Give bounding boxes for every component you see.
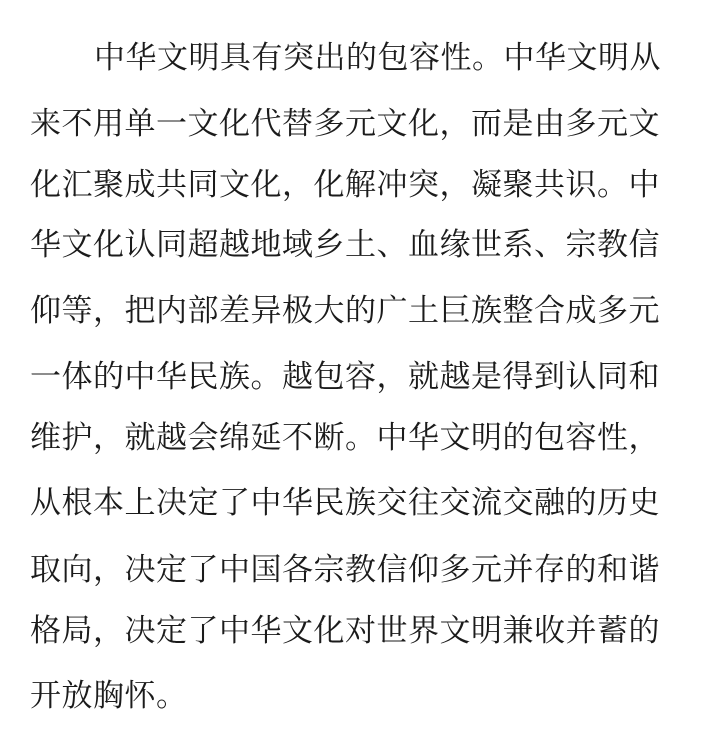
- paragraph-line-10: 格局，决定了中华文化对世界文明兼收并蓄的: [30, 613, 660, 649]
- paragraph-line-8: 从根本上决定了中华民族交往交流交融的历史: [30, 485, 660, 521]
- paragraph-line-6: 一体的中华民族。越包容，就越是得到认同和: [30, 359, 660, 395]
- paragraph-line-7: 维护，就越会绵延不断。中华文明的包容性，: [30, 420, 660, 456]
- paragraph-line-5: 仰等，把内部差异极大的广土巨族整合成多元: [30, 293, 660, 329]
- paragraph-line-9: 取向，决定了中国各宗教信仰多元并存的和谐: [30, 552, 660, 588]
- paragraph-line-11: 开放胸怀。: [30, 678, 188, 714]
- paragraph-line-3: 化汇聚成共同文化，化解冲突，凝聚共识。中: [30, 167, 660, 203]
- paragraph-line-4: 华文化认同超越地域乡土、血缘世系、宗教信: [30, 227, 660, 263]
- paragraph-line-1: 中华文明具有突出的包容性。中华文明从: [94, 40, 661, 76]
- paragraph-line-2: 来不用单一文化代替多元文化，而是由多元文: [30, 106, 660, 142]
